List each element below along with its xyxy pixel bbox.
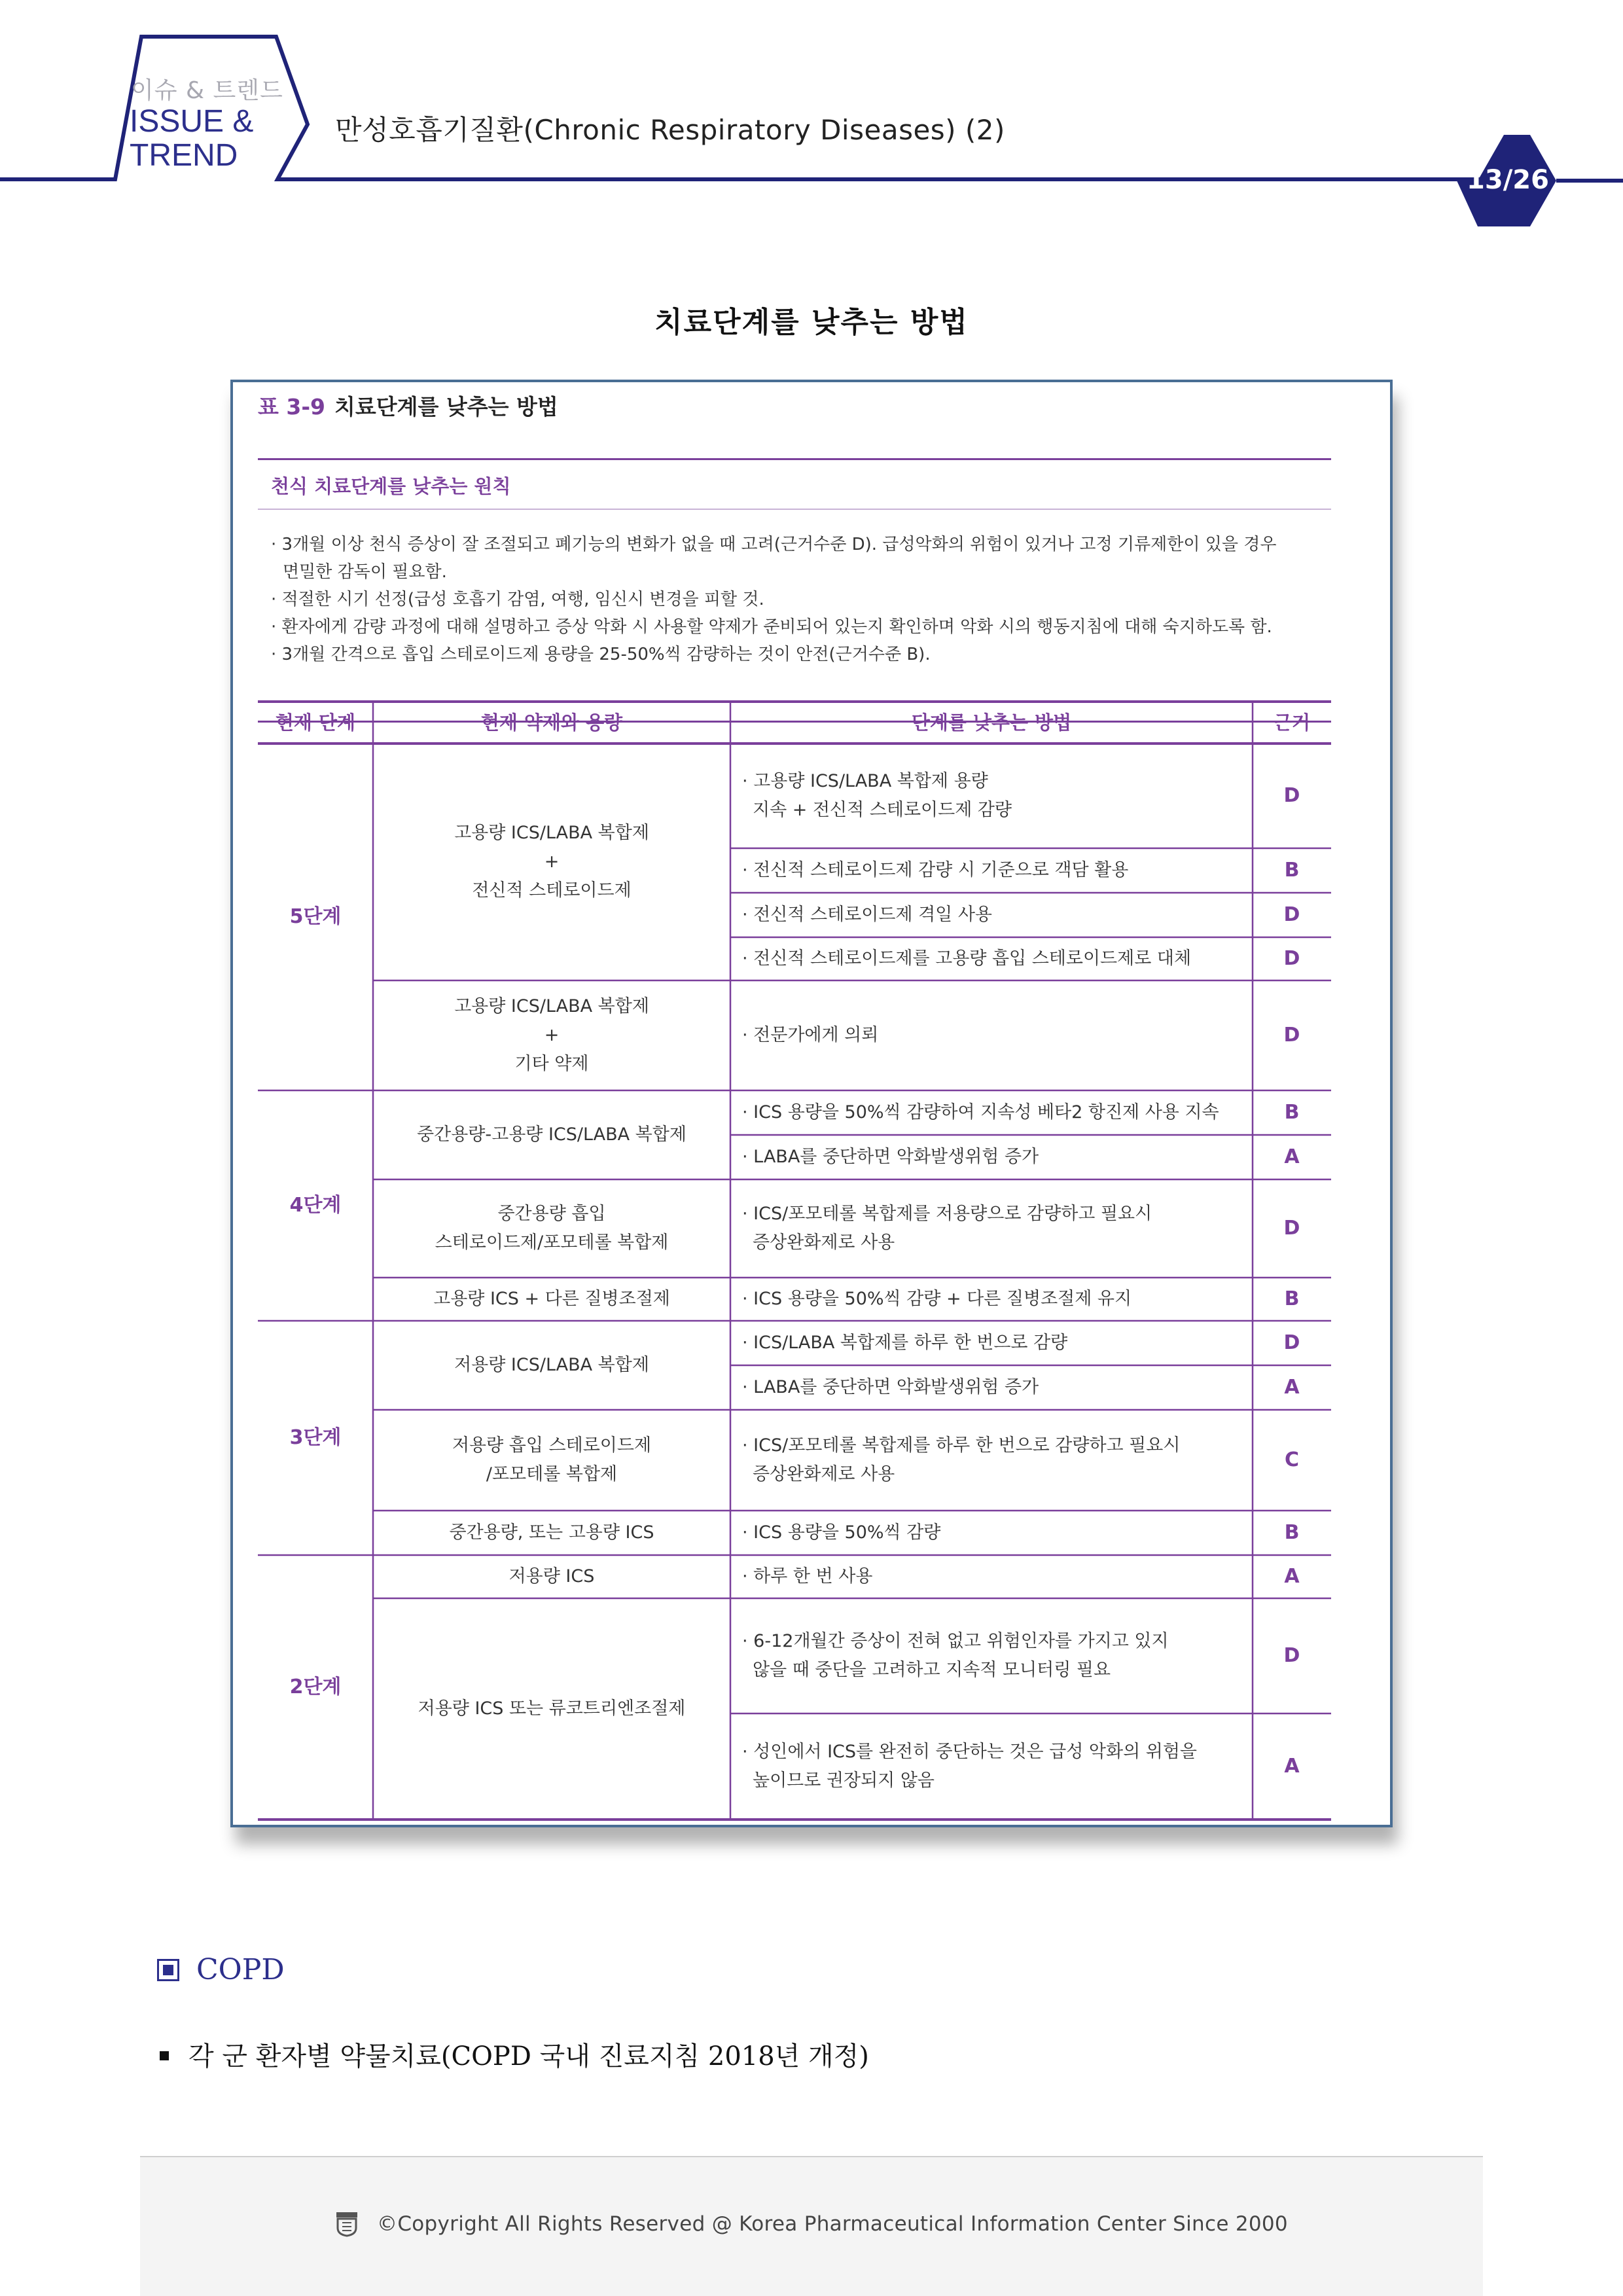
kpic-logo-icon bbox=[335, 2211, 359, 2237]
method-text: · 6-12개월간 증상이 전혀 없고 위험인자를 가지고 있지 bbox=[742, 1631, 1169, 1651]
method-cell: · 전신적 스테로이드제 감량 시 기준으로 객담 활용 bbox=[742, 860, 1129, 880]
table-figure bbox=[230, 380, 1393, 1827]
evidence-cell: B bbox=[1284, 1101, 1300, 1124]
method-cell: · ICS/LABA 복합제를 하루 한 번으로 감량 bbox=[742, 1333, 1068, 1353]
medication-text: + bbox=[544, 852, 560, 872]
method-cell bbox=[730, 1598, 1253, 1713]
evidence-cell: D bbox=[1283, 1331, 1300, 1354]
square-bullet-icon bbox=[160, 2051, 169, 2060]
method-cell bbox=[730, 1410, 1253, 1511]
stage-2: 2단계 bbox=[289, 1676, 342, 1698]
table-caption-title: 치료단계를 낮추는 방법 bbox=[334, 394, 558, 420]
evidence-cell: D bbox=[1283, 784, 1300, 807]
medication-cell: 중간용량, 또는 고용량 ICS bbox=[449, 1522, 654, 1543]
method-text: · ICS/포모테롤 복합제를 하루 한 번으로 감량하고 필요시 bbox=[742, 1435, 1181, 1456]
copd-heading-text: COPD bbox=[196, 1953, 285, 1986]
stage-3: 3단계 bbox=[289, 1426, 342, 1449]
method-text: · 고용량 ICS/LABA 복합제 용량 bbox=[742, 771, 988, 791]
method-text: 높이므로 권장되지 않음 bbox=[753, 1770, 935, 1791]
method-cell: · 전신적 스테로이드제를 고용량 흡입 스테로이드제로 대체 bbox=[742, 948, 1192, 969]
brand-korean: 이슈 & 트렌드 bbox=[131, 77, 283, 104]
evidence-cell: D bbox=[1283, 903, 1300, 926]
evidence-cell: A bbox=[1284, 1565, 1300, 1588]
page-number: 13/26 bbox=[1467, 165, 1549, 195]
method-text: · 성인에서 ICS를 완전히 중단하는 것은 급성 악화의 위험을 bbox=[742, 1742, 1197, 1762]
header-evidence: 근거 bbox=[1273, 711, 1311, 734]
evidence-cell: D bbox=[1283, 1024, 1300, 1047]
method-text: 않을 때 중단을 고려하고 지속적 모니터링 필요 bbox=[753, 1660, 1111, 1680]
copd-heading bbox=[157, 1953, 285, 1986]
method-cell bbox=[730, 1713, 1253, 1820]
principle-item: 면밀한 감독이 필요함. bbox=[283, 562, 447, 582]
medication-text: 기타 약제 bbox=[514, 1054, 589, 1074]
copd-subheading bbox=[160, 2036, 869, 2073]
medication-cell: 저용량 ICS/LABA 복합제 bbox=[454, 1355, 649, 1375]
medication-cell: 저용량 ICS 또는 류코트리엔조절제 bbox=[418, 1698, 686, 1719]
page-header bbox=[0, 0, 1623, 229]
medication-cell: 중간용량-고용량 ICS/LABA 복합제 bbox=[417, 1124, 687, 1145]
brand-line-1: ISSUE & bbox=[130, 104, 254, 139]
stage-5: 5단계 bbox=[289, 905, 342, 928]
method-cell: · 하루 한 번 사용 bbox=[742, 1566, 873, 1587]
evidence-cell: A bbox=[1284, 1376, 1300, 1399]
evidence-cell: D bbox=[1283, 1644, 1300, 1667]
document-title: 만성호흡기질환(Chronic Respiratory Diseases) (2) bbox=[335, 114, 1005, 146]
evidence-cell: B bbox=[1284, 859, 1300, 882]
evidence-cell: A bbox=[1284, 1755, 1300, 1778]
section-title: 치료단계를 낮추는 방법 bbox=[654, 306, 969, 339]
evidence-cell: C bbox=[1284, 1448, 1300, 1471]
stage-4: 4단계 bbox=[289, 1194, 342, 1217]
brand-logo-text bbox=[130, 105, 253, 173]
medication-text: 스테로이드제/포모테롤 복합제 bbox=[435, 1232, 669, 1253]
principle-item: · 3개월 이상 천식 증상이 잘 조절되고 폐기능의 변화가 없을 때 고려(근거수준 D). 급성악화의 위험이 있거나 고정 기류제한이 있을 경우 bbox=[271, 535, 1277, 554]
header-current-stage: 현재 단계 bbox=[275, 711, 356, 734]
medication-text: + bbox=[544, 1025, 560, 1045]
method-cell bbox=[730, 1179, 1253, 1278]
medication-text: /포모테롤 복합제 bbox=[486, 1464, 618, 1484]
principles-title: 천식 치료단계를 낮추는 원칙 bbox=[271, 475, 511, 497]
brand-line-2: TREND bbox=[130, 138, 238, 173]
medication-text: 중간용량 흡입 bbox=[497, 1204, 606, 1224]
medication-text: 고용량 ICS/LABA 복합제 bbox=[454, 996, 649, 1016]
evidence-cell: D bbox=[1283, 1217, 1300, 1240]
method-cell: · 전문가에게 의뢰 bbox=[742, 1025, 879, 1045]
method-cell: · ICS 용량을 50%씩 감량하여 지속성 베타2 항진제 사용 지속 bbox=[742, 1102, 1219, 1122]
method-cell: · LABA를 중단하면 악화발생위험 증가 bbox=[742, 1147, 1039, 1167]
method-cell bbox=[730, 744, 1253, 848]
method-cell: · LABA를 중단하면 악화발생위험 증가 bbox=[742, 1377, 1039, 1397]
footer-content bbox=[140, 2211, 1483, 2237]
table-caption-number: 표 3-9 bbox=[258, 394, 325, 420]
medication-cell: 저용량 ICS bbox=[508, 1566, 595, 1587]
evidence-cell: D bbox=[1283, 947, 1300, 970]
evidence-cell: B bbox=[1284, 1287, 1300, 1310]
copyright-text: ©Copyright All Rights Reserved @ Korea Pharmaceutical Information Center Since 2000 bbox=[377, 2212, 1288, 2236]
medication-cell: 고용량 ICS + 다른 질병조절제 bbox=[433, 1289, 670, 1309]
method-text: 지속 + 전신적 스테로이드제 감량 bbox=[753, 800, 1012, 820]
method-text: · ICS/포모테롤 복합제를 저용량으로 감량하고 필요시 bbox=[742, 1204, 1152, 1224]
principle-item: · 환자에게 감량 과정에 대해 설명하고 증상 악화 시 사용할 약제가 준비되어 있는지 확인하며 악화 시의 행동지침에 대해 숙지하도록 함. bbox=[271, 617, 1272, 637]
header-step-down-method: 단계를 낮추는 방법 bbox=[911, 711, 1072, 734]
principle-item: · 3개월 간격으로 흡입 스테로이드제 용량을 25-50%씩 감량하는 것이 안전(근거수준 B). bbox=[271, 645, 931, 664]
header-current-medication: 현재 약제와 용량 bbox=[480, 711, 623, 734]
page-footer bbox=[140, 2156, 1483, 2296]
medication-cell bbox=[373, 744, 730, 980]
medication-cell bbox=[373, 1179, 730, 1278]
evidence-cell: A bbox=[1284, 1145, 1300, 1168]
copd-subheading-text: 각 군 환자별 약물치료(COPD 국내 진료지침 2018년 개정) bbox=[188, 2041, 869, 2072]
principle-item: · 적절한 시기 선정(급성 호흡기 감염, 여행, 임신시 변경을 피할 것. bbox=[271, 590, 764, 609]
medication-cell bbox=[373, 1410, 730, 1511]
medication-text: 저용량 흡입 스테로이드제 bbox=[452, 1435, 652, 1456]
medication-cell bbox=[373, 980, 730, 1090]
checkbox-square-icon bbox=[157, 1959, 179, 1981]
medication-text: 전신적 스테로이드제 bbox=[472, 880, 632, 901]
method-cell: · ICS 용량을 50%씩 감량 + 다른 질병조절제 유지 bbox=[742, 1289, 1132, 1309]
method-cell: · 전신적 스테로이드제 격일 사용 bbox=[742, 905, 992, 925]
method-text: 증상완화제로 사용 bbox=[753, 1232, 895, 1253]
method-text: 증상완화제로 사용 bbox=[753, 1464, 895, 1484]
medication-text: 고용량 ICS/LABA 복합제 bbox=[454, 823, 649, 843]
evidence-cell: B bbox=[1284, 1521, 1300, 1544]
method-cell: · ICS 용량을 50%씩 감량 bbox=[742, 1522, 941, 1543]
